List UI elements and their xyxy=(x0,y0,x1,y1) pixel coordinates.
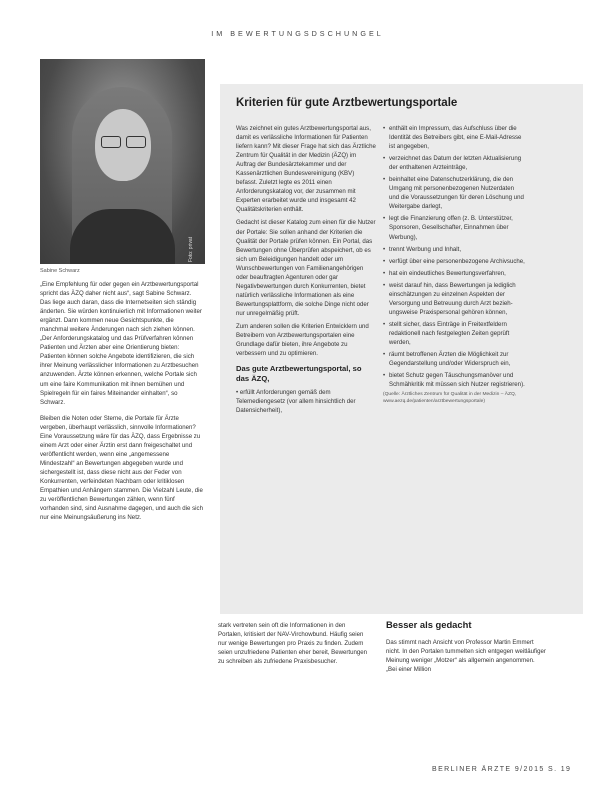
criteria-item: • hat ein eindeutliches Bewertungsverfahren, xyxy=(383,269,525,278)
criteria-item: • beinhaltet eine Datenschutzerklärung, die den Umgang mit personenbezogenen Nutzerdaten und die Voraussetzungen für deren Löschung und Weitergabe darlegt, xyxy=(383,175,525,211)
box-source: (Quelle: Ärztliches Zentrum für Qualität in der Medizin – ÄZQ, www.aezq.de/patienten/arztbewertungsportale) xyxy=(383,392,517,404)
section-header: IM BEWERTUNGSDSCHUNGEL xyxy=(211,29,384,38)
box-column-2 xyxy=(383,124,525,405)
page-footer: BERLINER ÄRZTE 9/2015 S. 19 xyxy=(432,766,572,773)
criteria-item: • legt die Finanzierung offen (z. B. Unterstützer, Sponsoren, Gesellschafter, Einnahmen über Werbung), xyxy=(383,214,525,241)
portrait-photo xyxy=(40,59,205,264)
criteria-item: • verzeichnet das Datum der letzten Aktualisierung der enthaltenen Arzteinträge, xyxy=(383,154,525,172)
photo-glasses-left xyxy=(101,136,121,148)
box-title: Kriterien für gute Arztbewertungsportale xyxy=(236,97,458,109)
box-col1-item: • erfüllt Anforderungen gemäß dem Telemediengesetz (vor allem hinsichtlich der Datensicherheit), xyxy=(236,389,356,415)
criteria-item: • trennt Werbung und Inhalt, xyxy=(383,245,525,254)
right-bottom-text: Das stimmt nach Ansicht von Professor Martin Emmert nicht. In den Portalen tummelten sich entgegen weitläufiger Meinung weniger „Motzer“ als allgemein angenommen. „Bei einer Million xyxy=(386,639,546,674)
criteria-item: • enthält ein Impressum, das Aufschluss über die Identität des Betreibers gibt, eine E-Mail-Adresse ist angegeben, xyxy=(383,124,525,151)
box-paragraph-2: Gedacht ist dieser Katalog zum einen für die Nutzer der Portale: Sie sollen anhand der Kriterien die Qualität der Portale prüfen können. Ein Portal, das Bewertungen ohne Überprüfen abspeichert, ob es sich um Beleidigungen handelt oder um Wunschbewertungen von Familienangehörigen oder beauftragten Agenturen oder gar Negativbewertungen durch Konkurrenten, bietet natürlich verlässliche Informationen als eine Bewertungsplattform, die solche Dinge nicht oder nur unregelmäßig prüft. xyxy=(236,219,376,317)
right-section-title: Besser als gedacht xyxy=(386,619,472,630)
criteria-item: • räumt betroffenen Ärzten die Möglichkeit zur Gegendarstellung und/oder Widerspruch ein, xyxy=(383,350,525,368)
mid-bottom-text: stark vertreten sein oft die Informationen in den Portalen, kritisiert der NAV-Virchowbund. Häufig seien nur wenige Bewertungen pro Praxis zu finden. Zudem seien unzufriedene Patienten eher bereit, Bewertungen zu schreiben als zufriedene Praxisbesucher. xyxy=(218,622,368,666)
box-column-1 xyxy=(236,124,376,419)
left-column xyxy=(40,280,203,529)
box-paragraph-3: Zum anderen sollen die Kriterien Entwicklern und Betreibern von Arztbewertungsportalen eine Grundlage dafür bieten, ihre Angebote zu verbessern und zu optimieren. xyxy=(236,322,369,358)
box-subtitle: Das gute Arztbewertungsportal, so das ÄZQ, xyxy=(236,364,362,384)
left-paragraph-1: „Eine Empfehlung für oder gegen ein Arztbewertungsportal spricht das ÄZQ daher nicht aus“, sagt Sabine Schwarz. Das liege auch daran, dass die Internetseiten sich ständig änderten. Sie würden kontinuierlich mit Informationen weiter ergänzt. Dann kommen neue Gesichtspunkte, die manchmal weitere Änderungen nach sich ziehen können. „Der Anforderungskatalog und das Prüfverfahren können Patienten und Ärzten aber eine Orientierung bieten: Patienten können solche Angebote identifizieren, die sich ihrer Meinung verlässlicher Informationen zu Arztbesuchen anzuwenden. Ärzte können erkennen, welche Portale sich um eine faire Kommunikation mit ihnen bemühen und Spielregeln für ein faires Miteinander einhalten“, so Schwarz. xyxy=(40,281,202,406)
photo-credit: Foto: privat xyxy=(188,236,194,262)
criteria-list xyxy=(383,124,525,389)
criteria-item: • weist darauf hin, dass Bewertungen ja lediglich einschätzungen zu einzelnen Aspekten der Versorgung und Betreuung durch Arzt bezieh- ungsweise Praxispersonal gehören können, xyxy=(383,281,525,317)
left-paragraph-2: Bleiben die Noten oder Sterne, die Portale für Ärzte vergeben, überhaupt verlässlich, sinnvolle Informationen? Eine Voraussetzung wäre für das ÄZQ, dass Ergebnisse zu einem Arzt oder einer Ärztin erst dann freigeschaltet und veröffentlicht werden, wenn eine „angemessene Mindestzahl“ an Bewertungen abgegeben wurde und sichergestellt ist, dass diese nicht aus der Feder von Konkurrenten, verfeindeten Nachbarn oder kritiklosen Empathien und Anhängern stammen. Die Vielzahl Leute, die zu veröffentlichen Bewertungen zählen, wenn fünf vorhanden sind, sind Ausnahme dagegen, und auch die sich nur eine Meinungsäußerung ins Netz. xyxy=(40,414,203,522)
criteria-item: • bietet Schutz gegen Täuschungsmanöver und Schmähkritik mit müssen sich Nutzer registrieren). xyxy=(383,371,525,389)
photo-glasses-right xyxy=(126,136,146,148)
photo-shirt xyxy=(70,209,175,264)
photo-caption: Sabine Schwarz xyxy=(40,268,80,274)
criteria-item: • stellt sicher, dass Einträge in Freitextfeldern redaktionell nach festgelegten Zeiten geprüft werden, xyxy=(383,320,525,347)
box-paragraph-1: Was zeichnet ein gutes Arztbewertungsportal aus, damit es verlässliche Informationen für Patienten liefern kann? Mit dieser Frage hat sich das Ärztliche Zentrum für Qualität in der Medizin (ÄZQ) im Auftrag der Bundesärztekammer und der Kassenärztlichen Bundesvereinigung (KBV) befasst. Zuletzt legte es 2011 einen Anforderungskatalog vor, der zusammen mit Experten erarbeitet wurde und insgesamt 42 Qualitätskriterien enthält. xyxy=(236,125,376,214)
criteria-item: • verfügt über eine personenbezogene Archivsuche, xyxy=(383,257,525,266)
